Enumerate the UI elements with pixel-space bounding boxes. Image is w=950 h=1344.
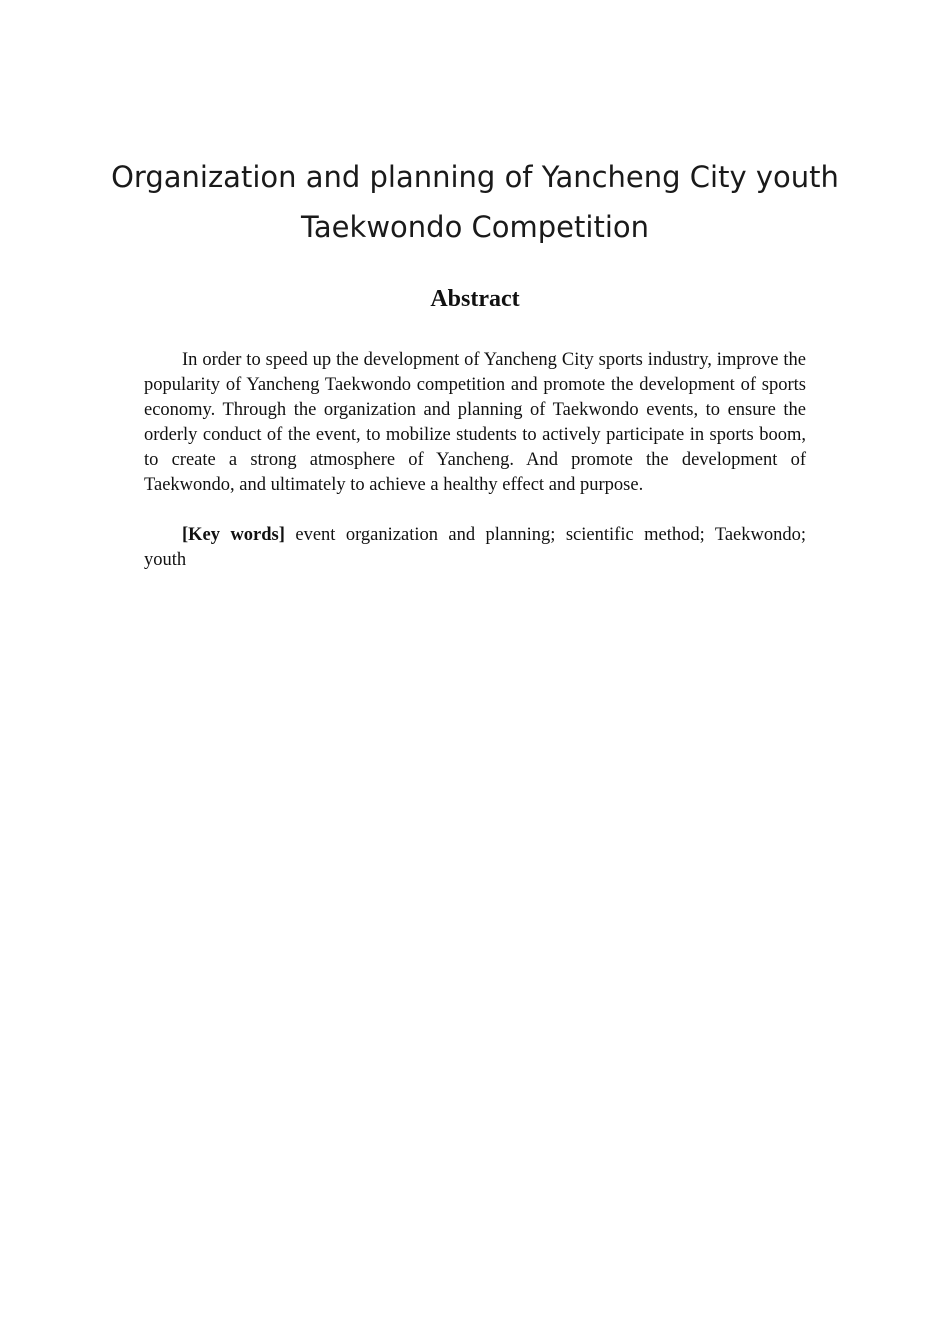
document-title: Organization and planning of Yancheng City youth Taekwondo Competition — [111, 160, 839, 244]
abstract-paragraph: In order to speed up the development of Yancheng City sports industry, improve the popularity of Yancheng Taekwondo competition and promote the development of sports economy. Through the organization and planning of Taekwondo events, to ensure the orderly conduct of the event, to mobilize students to actively participate in sports boom, to create a strong atmosphere of Yancheng. And promote the development of Taekwondo, and ultimately to achieve a healthy effect and purpose. — [144, 350, 806, 495]
keywords-paragraph — [144, 523, 806, 573]
abstract-heading: Abstract — [430, 286, 520, 312]
keywords-label: [Key words] — [182, 525, 285, 545]
keywords-text: event organization and planning; scientific method; Taekwondo; youth — [144, 525, 807, 570]
